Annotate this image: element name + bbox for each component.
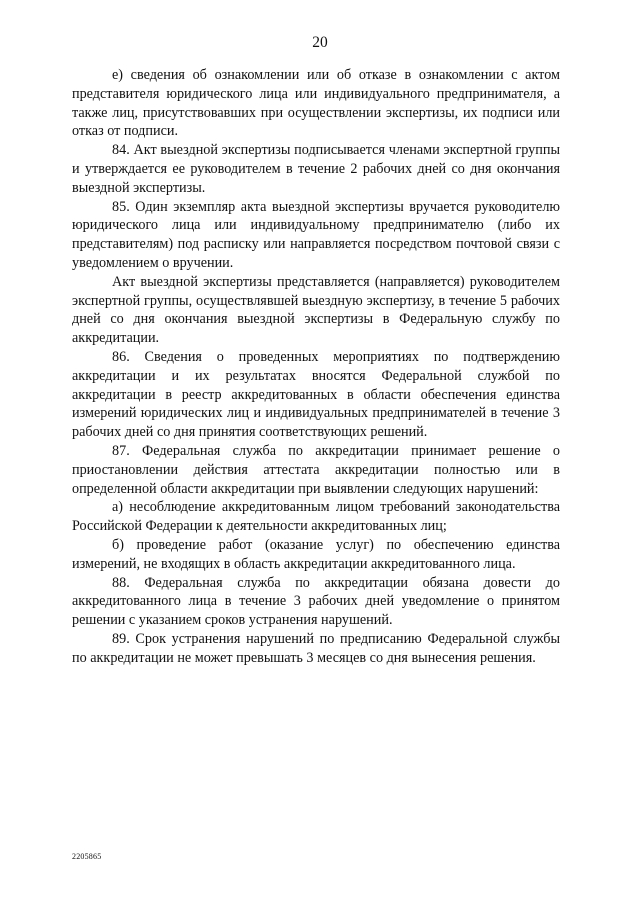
paragraph-88: 88. Федеральная служба по аккредитации обязана довести до аккредитованного лица в течение 3 рабочих дней уведомление о принятом решении с указанием сроков устранения нарушений.	[72, 574, 560, 629]
document-body	[72, 66, 560, 668]
paragraph-84: 84. Акт выездной экспертизы подписывается членами экспертной группы и утверждается ее руководителем в течение 2 рабочих дней со дня окончания выездной экспертизы.	[72, 142, 560, 196]
paragraph-85: 85. Один экземпляр акта выездной экспертизы вручается руководителю юридического лица или индивидуальному предпринимателю (либо их представителям) под расписку или направляется посредством почтовой связи с уведомлением о вручении.	[72, 198, 560, 271]
document-code: 2205865	[72, 852, 102, 861]
page-number: 20	[312, 34, 328, 51]
paragraph-e-acquaintance: е) сведения об ознакомлении или об отказе в ознакомлении с актом представителя юридического лица или индивидуального предпринимателя, а также лиц, присутствовавших при осуществлении экспертизы, их подписи или отказ от подписи.	[72, 67, 560, 140]
paragraph-87-b: б) проведение работ (оказание услуг) по обеспечению единства измерений, не входящих в область аккредитации аккредитованного лица.	[72, 536, 560, 572]
paragraph-85-act-submission: Акт выездной экспертизы представляется (направляется) руководителем экспертной группы, осуществлявшей выездную экспертизу, в течение 5 рабочих дней со дня окончания выездной экспертизы в Федеральную службу по аккредитации.	[72, 273, 560, 347]
paragraph-87-a: а) несоблюдение аккредитованным лицом требований законодательства Российской Федерации к деятельности аккредитованных лиц;	[72, 499, 560, 535]
paragraph-89: 89. Срок устранения нарушений по предписанию Федеральной службы по аккредитации не может превышать 3 месяцев со дня вынесения решения.	[72, 630, 560, 666]
paragraph-87: 87. Федеральная служба по аккредитации принимает решение о приостановлении действия аттестата аккредитации полностью или в определенной области аккредитации при выявлении следующих нарушений:	[72, 442, 560, 497]
paragraph-86: 86. Сведения о проведенных мероприятиях по подтверждению аккредитации и их результатах вносятся Федеральной службой по аккредитации в реестр аккредитованных в области обеспечения единства измерений юридических лиц и индивидуальных предпринимателей в течение 3 рабочих дней со дня принятия соответствующих решений.	[72, 348, 560, 441]
